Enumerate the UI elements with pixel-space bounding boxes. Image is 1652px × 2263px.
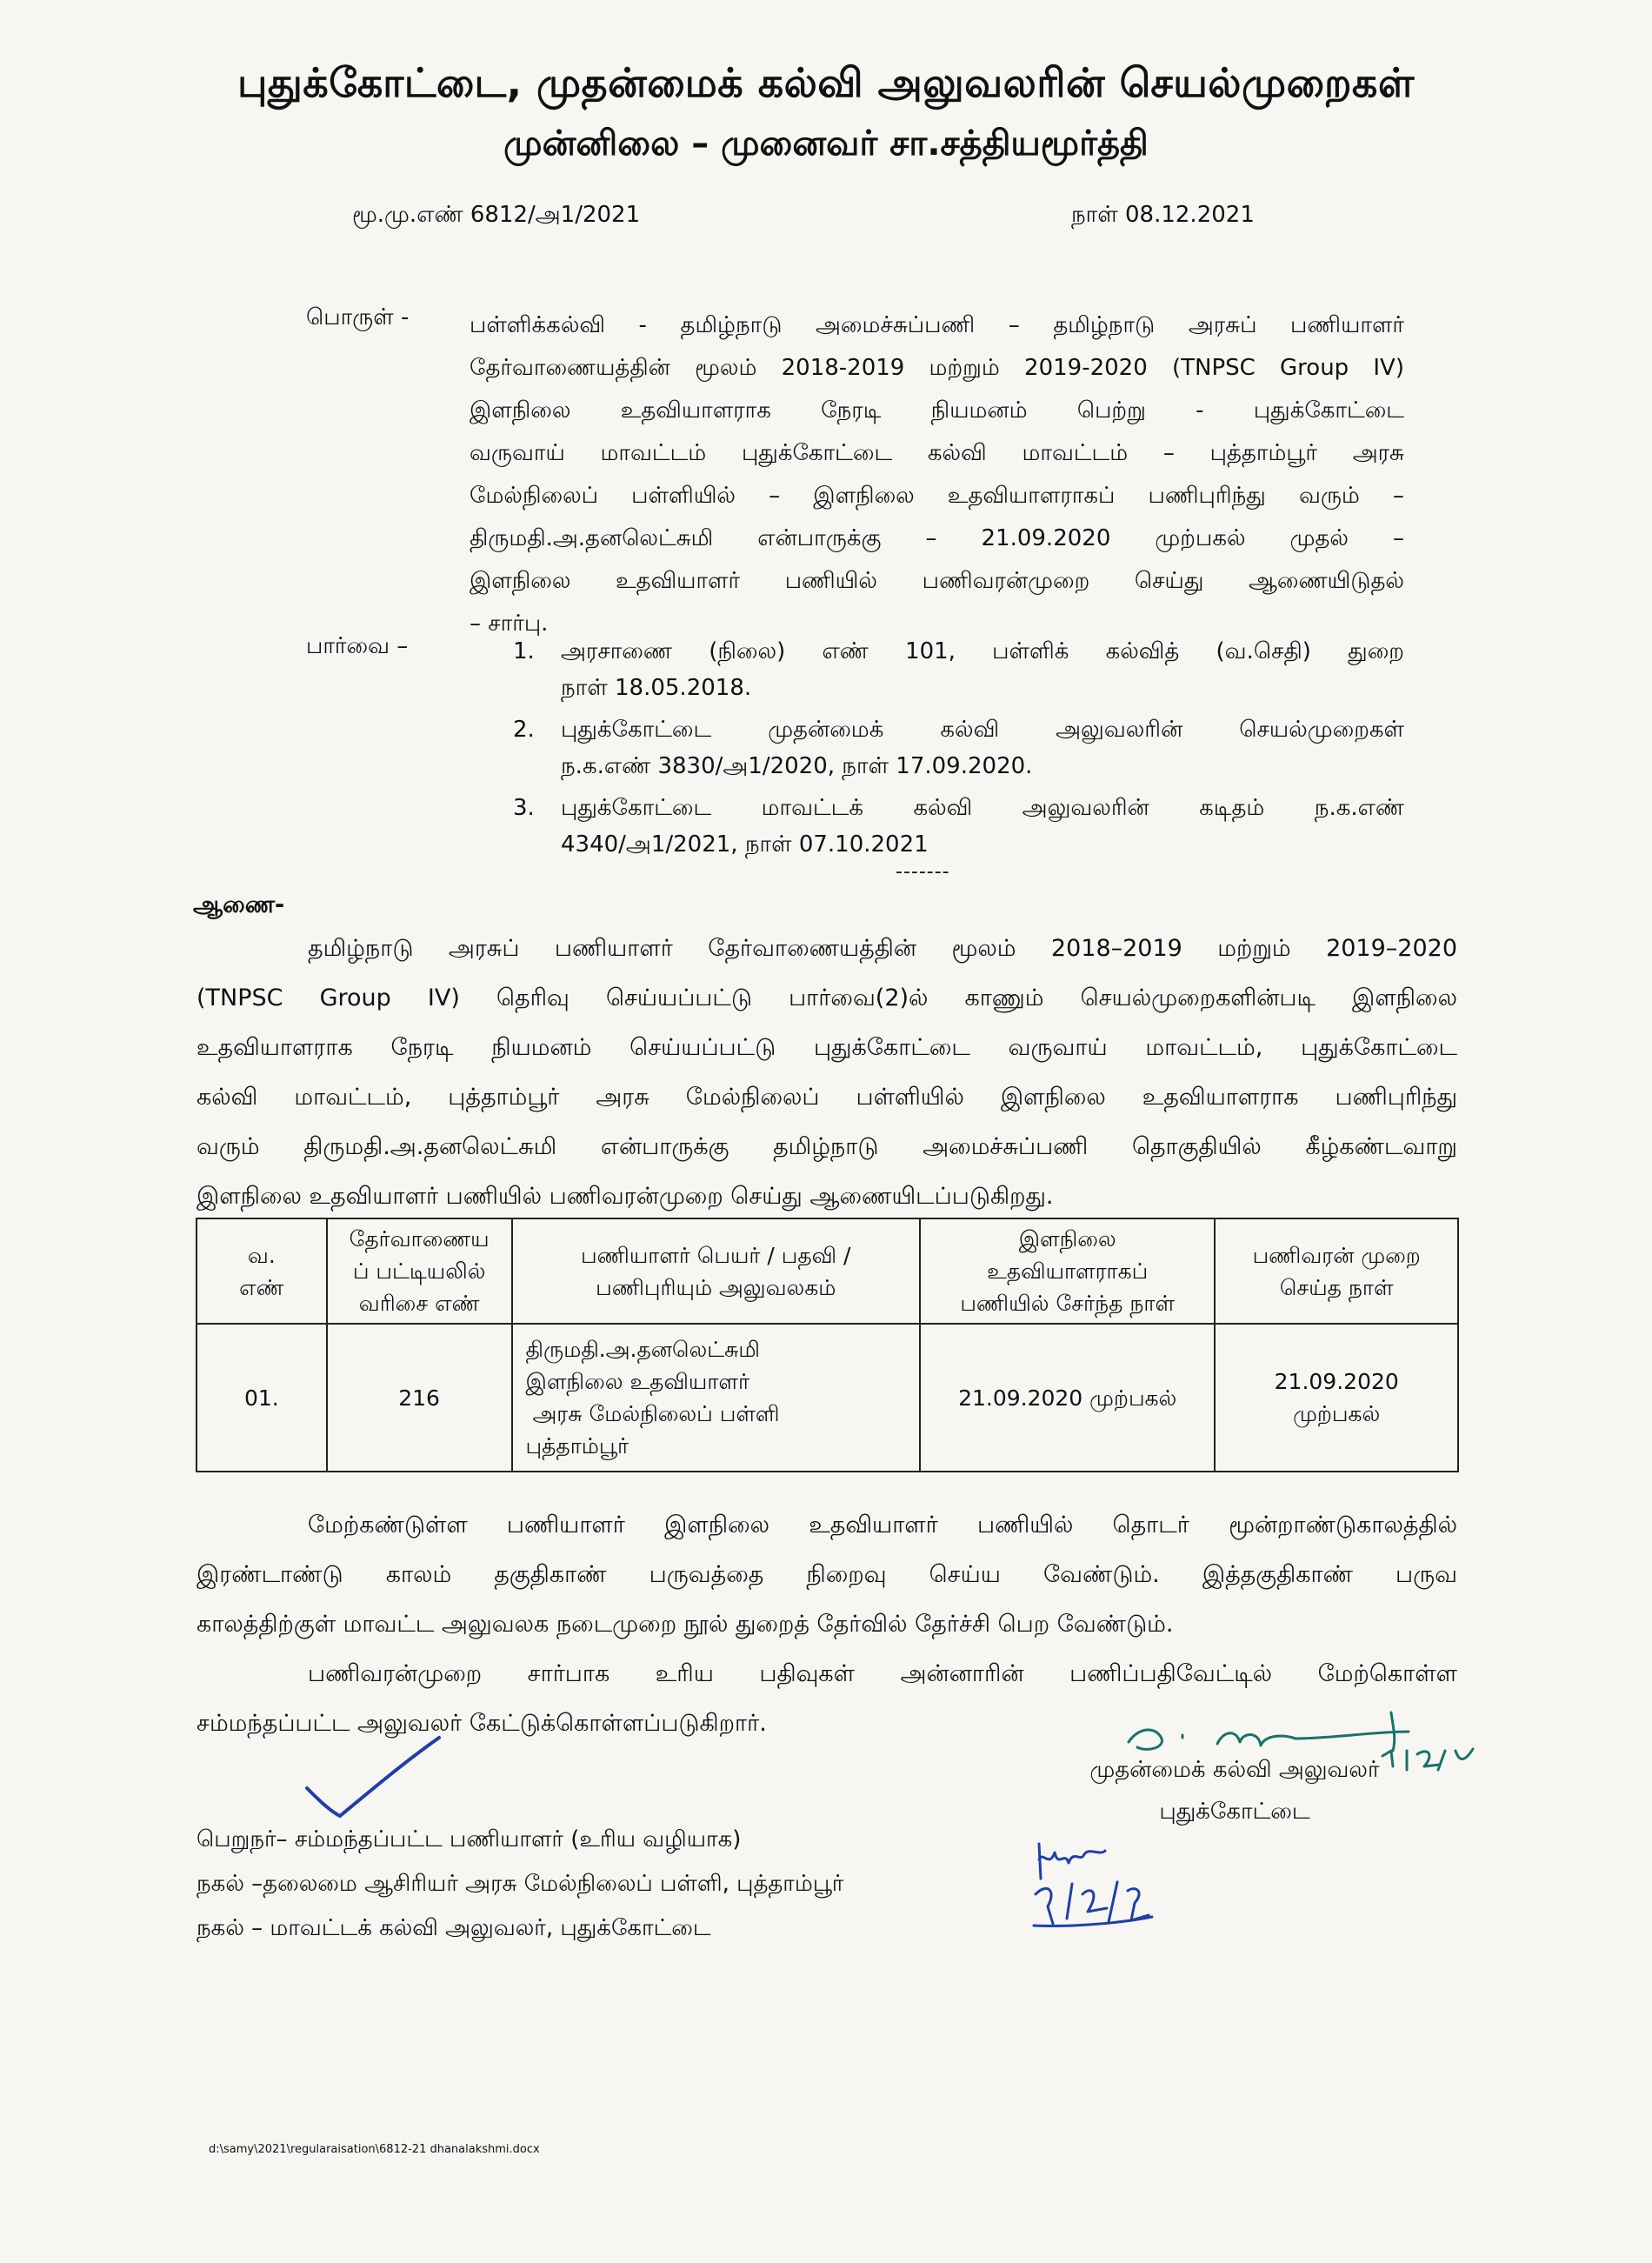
order-line: தமிழ்நாடு அரசுப் பணியாளர் தேர்வாணையத்தின் மூலம் 2018–2019 மற்றும் 2019–2020 [308,935,1457,962]
reference-item [513,633,1404,706]
subject-label: பொருள் - [306,304,410,330]
reference-line: புதுக்கோட்டை மாவட்டக் கல்வி அலுவலரின் கடிதம் ந.க.எண் [561,795,1404,821]
officer-name: முன்னிலை – முனைவர் சா.சத்தியமூர்த்தி [503,123,1149,164]
subject-line: வருவாய் மாவட்டம் புதுக்கோட்டை கல்வி மாவட்டம் – புத்தாம்பூர் அரசு [470,440,1404,466]
reference-line: 4340/அ1/2021, நாள் 07.10.2021 [561,831,929,858]
order-date: நாள் 08.12.2021 [1071,202,1255,228]
table-header-row [197,1218,1458,1324]
reference-item [513,711,1404,784]
condition-paragraph-1 [197,1500,1457,1649]
subject-line: தேர்வாணையத்தின் மூலம் 2018-2019 மற்றும் 2019-2020 (TNPSC Group IV) [470,355,1404,381]
subject-text [470,304,1404,645]
cell-rank-no: 216 [327,1324,512,1472]
condition-line: பணிவரன்முறை சார்பாக உரிய பதிவுகள் அன்னாரின் பணிப்பதிவேட்டில் மேற்கொள்ள [308,1660,1457,1687]
condition-line: இரண்டாண்டு காலம் தகுதிகாண் பருவத்தை நிறைவு செய்ய வேண்டும். இத்தகுதிகாண் பருவ [197,1561,1457,1588]
file-path: d:\samy\2021\regularaisation\6812-21 dhanalakshmi.docx [209,2143,540,2156]
cell-serial-no: 01. [197,1324,327,1472]
reference-number: 3. [513,795,535,821]
recipient-line: பெறுநர்– சம்மந்தப்பட்ட பணியாளர் (உரிய வழியாக) [197,1826,742,1852]
cell-regularised-date: 21.09.2020 முற்பகல் [1215,1324,1458,1472]
cell-joining-date: 21.09.2020 முற்பகல் [920,1324,1215,1472]
copy-line: நகல் –தலைமை ஆசிரியர் அரசு மேல்நிலைப் பள்ளி, புத்தாம்பூர் [197,1871,844,1897]
order-line: வரும் திருமதி.அ.தனலெட்சுமி என்பாருக்கு தமிழ்நாடு அமைச்சுப்பணி தொகுதியில் கீழ்கண்டவாறு [197,1133,1457,1160]
header-regularised-date: பணிவரன் முறை செய்த நாள் [1215,1218,1458,1324]
condition-line: மேற்கண்டுள்ள பணியாளர் இளநிலை உதவியாளர் பணியில் தொடர் மூன்றாண்டுகாலத்தில் [308,1512,1457,1539]
condition-line: காலத்திற்குள் மாவட்ட அலுவலக நடைமுறை நூல் துறைத் தேர்வில் தேர்ச்சி பெற வேண்டும். [197,1611,1174,1638]
order-line: (TNPSC Group IV) தெரிவு செய்யப்பட்டு பார்வை(2)ல் காணும் செயல்முறைகளின்படி இளநிலை [197,985,1457,1011]
tick-mark [300,1731,448,1826]
header-joining-date: இளநிலை உதவியாளராகப் பணியில் சேர்ந்த நாள் [920,1218,1215,1324]
subject-line: திருமதி.அ.தனலெட்சுமி என்பாருக்கு – 21.09.2020 முற்பகல் முதல் – [470,525,1404,551]
order-line: கல்வி மாவட்டம், புத்தாம்பூர் அரசு மேல்நிலைப் பள்ளியில் இளநிலை உதவியாளராக பணிபுரிந்து [197,1084,1457,1111]
references-label: பார்வை – [306,633,409,659]
copy-line: நகல் – மாவட்டக் கல்வி அலுவலர், புதுக்கோட்டை [197,1915,711,1941]
order-line: உதவியாளராக நேரடி நியமனம் செய்யப்பட்டு புதுக்கோட்டை வருவாய் மாவட்டம், புதுக்கோட்டை [197,1034,1457,1061]
signature-place: புதுக்கோட்டை [1159,1799,1310,1825]
subject-line: இளநிலை உதவியாளர் பணியில் பணிவரன்முறை செய்து ஆணையிடுதல் [470,568,1404,594]
reference-line: நாள் 18.05.2018. [561,675,752,701]
reference-line: அரசாணை (நிலை) எண் 101, பள்ளிக் கல்வித் (வ.செதி) துறை [561,638,1404,664]
order-line: இளநிலை உதவியாளர் பணியில் பணிவரன்முறை செய்து ஆணையிடப்படுகிறது. [197,1183,1054,1210]
cell-name-post-office: திருமதி.அ.தனலெட்சுமி இளநிலை உதவியாளர் அரசு மேல்நிலைப் பள்ளி புத்தாம்பூர் [512,1324,920,1472]
subject-line: – சார்பு. [470,611,549,637]
table-row [197,1324,1458,1472]
office-title: புதுக்கோட்டை, முதன்மைக் கல்வி அலுவலரின் செயல்முறைகள் [237,59,1415,106]
subject-line: பள்ளிக்கல்வி - தமிழ்நாடு அமைச்சுப்பணி – தமிழ்நாடு அரசுப் பணியாளர் [470,312,1404,338]
order-paragraph [197,924,1457,1221]
signature-designation: முதன்மைக் கல்வி அலுவலர் [1089,1757,1380,1783]
references-list [513,633,1404,868]
distribution-list [197,1818,843,1951]
reference-number: 2. [513,717,535,743]
header-rank-no: தேர்வாணைய ப் பட்டியலில் வரிசை எண் [327,1218,512,1324]
reference-line: ந.க.எண் 3830/அ1/2020, நாள் 17.09.2020. [561,753,1033,779]
handwritten-initial-date [1030,1833,1161,1938]
separator: ------- [896,861,950,883]
order-heading: ஆணை- [193,891,285,918]
header-name-post-office: பணியாளர் பெயர் / பதவி / பணிபுரியும் அலுவலகம் [512,1218,920,1324]
reference-number: 1. [513,638,535,664]
condition-line: சம்மந்தப்பட்ட அலுவலர் கேட்டுக்கொள்ளப்படுகிறார். [197,1710,767,1737]
reference-item [513,790,1404,863]
reference-number: மூ.மு.எண் 6812/அ1/2021 [352,202,641,228]
subject-line: மேல்நிலைப் பள்ளியில் – இளநிலை உதவியாளராகப் பணிபுரிந்து வரும் – [470,483,1404,509]
header-serial-no: வ. எண் [197,1218,327,1324]
reference-line: புதுக்கோட்டை முதன்மைக் கல்வி அலுவலரின் செயல்முறைகள் [561,717,1404,743]
regularisation-table [196,1218,1459,1472]
subject-line: இளநிலை உதவியாளராக நேரடி நியமனம் பெற்று - புதுக்கோட்டை [470,397,1404,424]
